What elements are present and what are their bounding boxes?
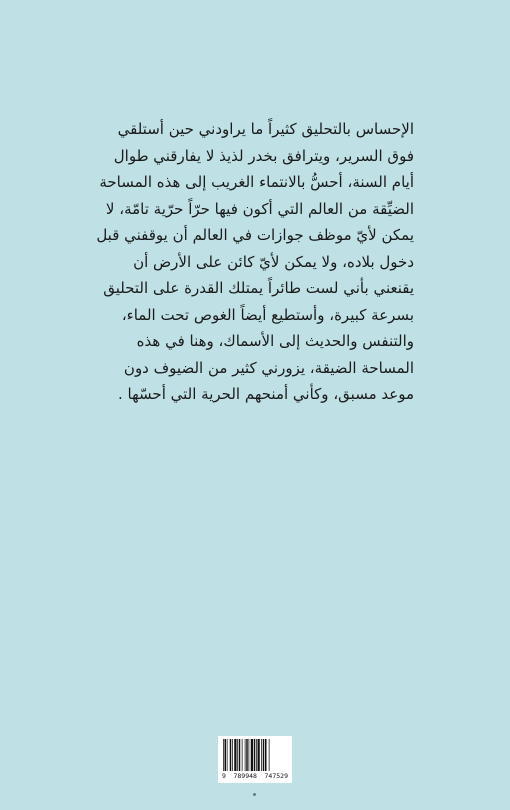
barcode-bar	[254, 739, 256, 771]
isbn-barcode	[218, 736, 292, 783]
blurb-line: يمكن لأيّ موظف جوازات في العالم أن يوقفني قبل	[96, 226, 414, 244]
barcode-bar	[239, 739, 241, 771]
blurb-line: يقنعني بأني لست طائراً يمتلك القدرة على التحليق	[103, 279, 414, 297]
barcode-bar	[237, 739, 238, 771]
barcode-digits-right: 747529	[264, 772, 288, 780]
barcode-bar	[232, 739, 233, 771]
barcode-bar	[265, 739, 267, 771]
blurb-line: المساحة الضيقة، يزورني كثير من الضيوف دون	[123, 358, 414, 377]
barcode-bar	[251, 739, 253, 771]
barcode-bar	[246, 739, 248, 771]
back-cover-blurb	[96, 116, 414, 408]
barcode-bar	[258, 739, 260, 771]
barcode-bar	[242, 739, 243, 771]
barcode-digit-lead: 9	[222, 772, 226, 780]
barcode-digits-middle: 789948	[233, 772, 257, 780]
barcode-bar	[263, 739, 265, 771]
barcode-bar	[234, 739, 236, 771]
blurb-line: الضيِّقة من العالم التي أكون فيها حرّاً حرّية تامّة، لا	[105, 199, 414, 218]
barcode-bar	[230, 739, 232, 771]
blurb-line: دخول بلاده، ولا يمكن لأيّ كائن على الأرض أن	[133, 252, 414, 271]
barcode-digits	[222, 772, 288, 780]
blurb-line: أيام السنة، أحسُّ بالانتماء الغريب إلى هذه المساحة	[99, 173, 414, 191]
blurb-line: الإحساس بالتحليق كثيراً ما يراودني حين أستلقي	[117, 120, 414, 138]
barcode-bar	[245, 739, 246, 771]
barcode-bar	[269, 739, 270, 771]
blurb-line: والتنفس والحديث إلى الأسماك، وهنا في هذه	[136, 332, 414, 350]
barcode-bar	[223, 739, 224, 771]
barcode-bar	[227, 739, 228, 771]
barcode-bar	[249, 739, 250, 771]
barcode-bars	[222, 739, 288, 771]
blurb-line: بسرعة كبيرة، وأستطيع أيضاً الغوص تحت الماء،	[121, 305, 414, 324]
barcode-bar	[256, 739, 257, 771]
blurb-line: فوق السرير، ويترافق بخدر لذيذ لا يفارقني طوال	[113, 146, 414, 165]
blurb-line: موعد مسبق، وكأني أمنحهم الحرية التي أحسّها .	[118, 385, 414, 403]
barcode-bar	[225, 739, 227, 771]
barcode-bar	[261, 739, 262, 771]
decorative-dot	[253, 793, 256, 796]
